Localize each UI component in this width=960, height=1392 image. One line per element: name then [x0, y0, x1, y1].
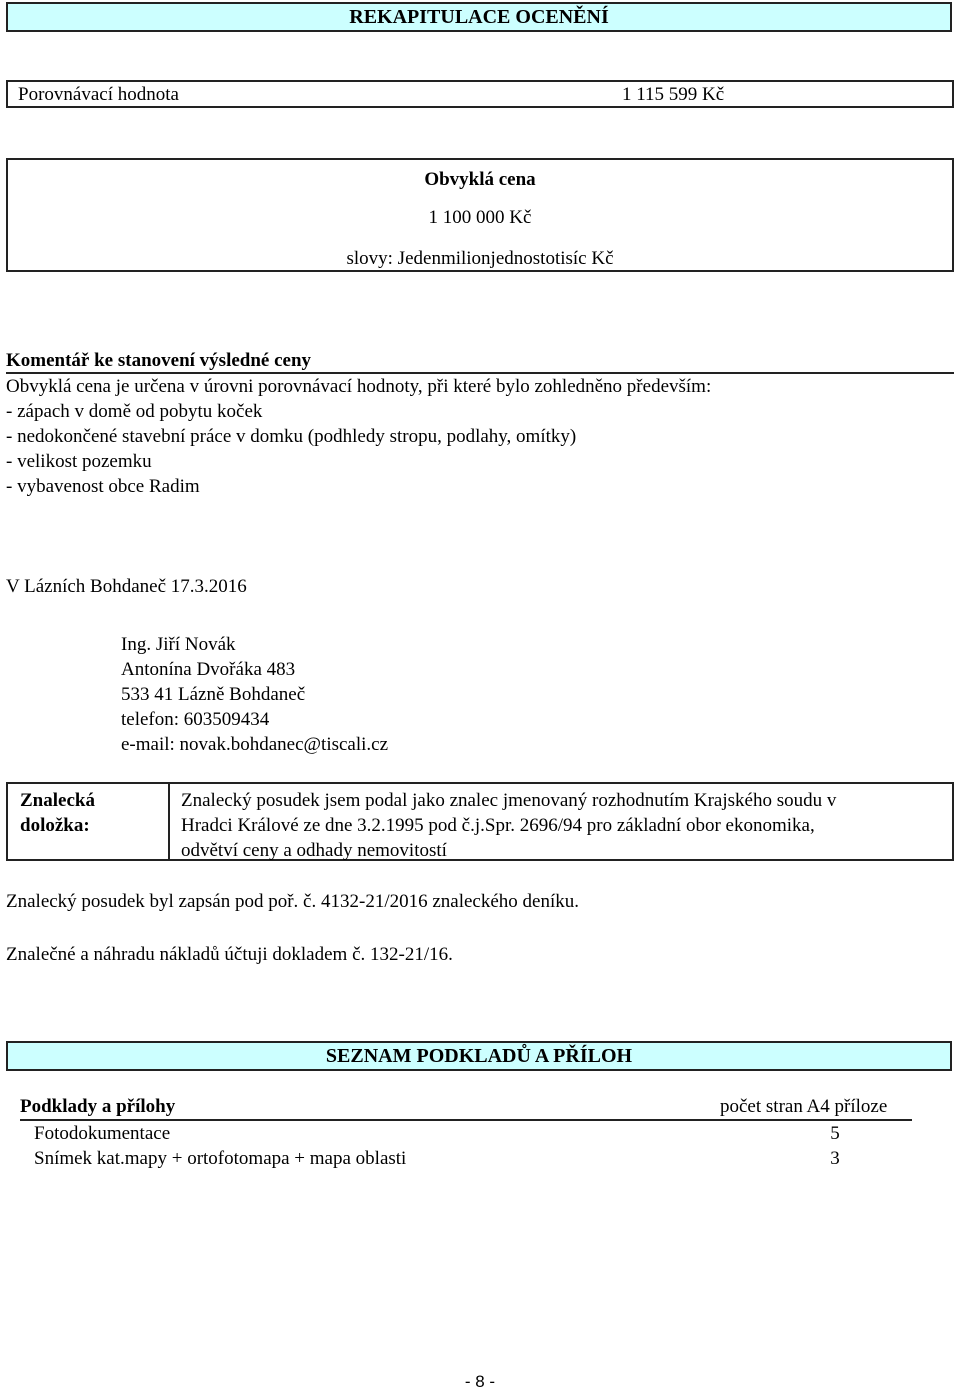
usual-price-words: slovy: Jedenmilionjednostotisíc Kč: [346, 248, 614, 269]
clause-text-line2: Hradci Králové ze dne 3.2.1995 pod č.j.Spr. 2696/94 pro základní obor ekonomika,: [181, 815, 815, 836]
expert-name: Ing. Jiří Novák: [121, 634, 236, 655]
comment-intro: Obvyklá cena je určena v úrovni porovnávací hodnoty, při které bylo zohledněno především:: [6, 376, 712, 397]
comparative-value-box: [6, 80, 954, 108]
expert-city: 533 41 Lázně Bohdaneč: [121, 684, 306, 705]
comment-item: - nedokončené stavební práce v domku (podhledy stropu, podlahy, omítky): [6, 426, 577, 447]
clause-label-cell: [8, 784, 170, 859]
attachment-row-name: Fotodokumentace: [34, 1123, 171, 1144]
attachments-header-right: počet stran A4 příloze: [720, 1096, 888, 1117]
clause-label-line2: doložka:: [20, 815, 90, 836]
clause-text-line1: Znalecký posudek jsem podal jako znalec jmenovaný rozhodnutím Krajského soudu v: [181, 790, 837, 811]
invoice-record: Znalečné a náhradu nákladů účtuji dokladem č. 132-21/16.: [6, 944, 453, 965]
usual-price-title: Obvyklá cena: [424, 169, 536, 190]
attachment-row-name: Snímek kat.mapy + ortofotomapa + mapa oblasti: [34, 1148, 407, 1169]
comment-item: - zápach v domě od pobytu koček: [6, 401, 263, 422]
usual-price-value: 1 100 000 Kč: [428, 207, 532, 228]
comparative-label: Porovnávací hodnota: [18, 84, 179, 105]
place-date: V Lázních Bohdaneč 17.3.2016: [6, 576, 247, 597]
expert-phone: telefon: 603509434: [121, 709, 270, 730]
attachments-title: SEZNAM PODKLADŮ A PŘÍLOH: [6, 1041, 952, 1071]
recap-title: REKAPITULACE OCENĚNÍ: [6, 2, 952, 32]
expert-street: Antonína Dvořáka 483: [121, 659, 296, 680]
comment-item: - velikost pozemku: [6, 451, 152, 472]
comparative-value: 1 115 599 Kč: [622, 84, 725, 105]
clause-label-line1: Znalecká: [20, 790, 95, 811]
expert-clause-box: [6, 782, 954, 861]
usual-price-box: [6, 158, 954, 272]
attachment-row-pages: 3: [830, 1148, 840, 1169]
page-number: - 8 -: [464, 1372, 496, 1391]
attachment-row-pages: 5: [830, 1123, 840, 1144]
comment-title: Komentář ke stanovení výsledné ceny: [6, 350, 312, 371]
attachments-header-left: Podklady a přílohy: [20, 1096, 176, 1117]
comment-item: - vybavenost obce Radim: [6, 476, 200, 497]
clause-text-line3: odvětví ceny a odhady nemovitostí: [181, 840, 447, 861]
diary-record: Znalecký posudek byl zapsán pod poř. č. 4132-21/2016 znaleckého deníku.: [6, 891, 580, 912]
expert-email: e-mail: novak.bohdanec@tiscali.cz: [121, 734, 389, 755]
